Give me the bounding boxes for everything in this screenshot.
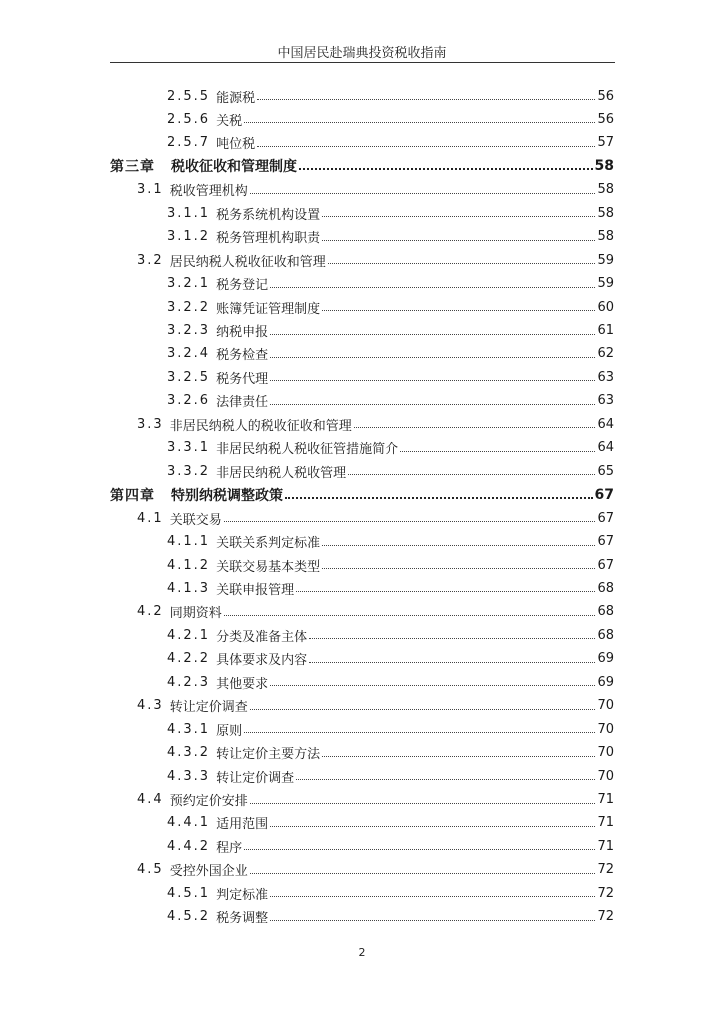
toc-entry[interactable] [137,694,614,718]
toc-entry-number: 4.2.1 [167,627,211,643]
toc-entry-number: 4.3.1 [167,721,211,737]
toc-entry-number: 4.4.1 [167,815,211,831]
toc-entry[interactable] [167,647,614,671]
toc-entry-page: 57 [597,135,614,151]
toc-entry[interactable] [167,811,614,835]
toc-entry-page: 70 [597,721,614,737]
toc-entry-page: 67 [597,534,614,550]
toc-entry-number: 4.4.2 [167,838,211,854]
toc-entry-title: 判定标准 [216,887,269,903]
toc-dot-leader [322,530,595,554]
toc-entry-page: 70 [597,698,614,714]
toc-entry-title: 非居民纳税人税收管理 [216,465,347,481]
toc-entry-title: 非居民纳税人税收征管措施简介 [216,442,399,458]
toc-dot-leader [322,201,595,225]
toc-dot-leader [328,248,596,272]
toc-entry-number: 4.3.2 [167,745,211,761]
toc-entry-page: 72 [597,862,614,878]
toc-entry[interactable] [167,319,614,343]
toc-entry-title: 适用范围 [216,817,269,833]
toc-entry[interactable] [167,131,614,155]
toc-entry-title: 账簿凭证管理制度 [216,301,321,317]
toc-entry-number: 4.1 [137,510,164,526]
toc-entry-title: 转让定价调查 [216,770,295,786]
toc-entry[interactable] [167,905,614,929]
toc-entry-title: 居民纳税人税收征收和管理 [169,254,326,270]
toc-entry-page: 64 [597,440,614,456]
toc-entry-number: 3.3.2 [167,463,211,479]
toc-entry-title: 税务检查 [216,348,269,364]
toc-entry[interactable] [167,342,614,366]
toc-dot-leader [250,178,596,202]
toc-dot-leader [270,365,595,389]
toc-entry-title: 预约定价安排 [169,794,248,809]
toc-entry[interactable] [167,717,614,741]
toc-entry-page: 64 [597,416,614,432]
toc-entry-page: 59 [597,276,614,292]
toc-dot-leader [322,741,595,765]
toc-entry-page: 71 [597,838,614,854]
toc-entry-page: 56 [597,88,614,104]
toc-entry-number: 2.5.7 [167,135,211,151]
page-number: 2 [358,946,366,959]
toc-dot-leader [250,858,596,882]
toc-entry[interactable] [167,436,614,460]
toc-entry[interactable] [137,858,614,882]
toc-entry[interactable] [167,530,614,554]
toc-entry-title: 转让定价调查 [169,700,248,716]
toc-entry[interactable] [167,623,614,647]
toc-entry[interactable] [167,201,614,225]
toc-entry-number: 3.2.1 [167,276,211,292]
toc-entry-number: 4.2 [137,604,164,620]
toc-entry-number: 3.1.1 [167,205,211,221]
toc-entry-page: 67 [594,486,614,503]
toc-dot-leader [224,600,596,624]
toc-dot-leader [322,225,595,249]
header-divider [110,62,615,63]
toc-entry-title: 同期资料 [169,606,222,622]
toc-dot-leader [270,905,595,929]
toc-entry-title: 具体要求及内容 [216,653,308,669]
toc-dot-leader [270,342,595,366]
toc-entry-number: 3.1 [137,182,164,198]
toc-entry-page: 58 [597,205,614,221]
toc-dot-leader [270,389,595,413]
toc-entry-number: 4.5 [137,862,164,878]
toc-dot-leader [244,107,595,131]
toc-entry-number: 4.2.2 [167,651,211,667]
toc-dot-leader [309,623,595,647]
toc-entry-page: 71 [597,792,614,807]
toc-dot-leader [309,647,595,671]
toc-entry-number: 3.2.4 [167,346,211,362]
toc-entry[interactable] [167,389,614,413]
toc-entry-title: 转让定价主要方法 [216,747,321,763]
toc-entry-number: 4.1.3 [167,580,211,596]
toc-entry-number: 3.2.2 [167,299,211,315]
toc-dot-leader [270,272,595,296]
toc-entry-page: 58 [597,182,614,198]
toc-entry[interactable] [137,788,614,812]
toc-entry-page: 58 [594,158,614,175]
toc-dot-leader [257,131,595,155]
toc-entry-page: 67 [597,557,614,573]
toc-entry-title: 关联交易 [169,512,222,528]
toc-dot-leader [250,694,596,718]
toc-entry-page: 61 [597,323,614,338]
toc-entry-number: 3.2 [137,252,164,268]
toc-entry[interactable] [167,576,614,600]
running-header-title: 中国居民赴瑞典投资税收指南 [277,46,447,61]
toc-entry-page: 69 [597,651,614,667]
toc-dot-leader [270,319,595,343]
toc-chapter-entry[interactable] [110,483,614,507]
toc-dot-leader [348,459,595,483]
toc-entry[interactable] [167,84,614,108]
toc-dot-leader [270,811,595,835]
toc-entry[interactable] [167,881,614,905]
toc-entry-title: 关联关系判定标准 [216,536,321,552]
toc-dot-leader [285,483,593,507]
toc-entry[interactable] [137,506,614,530]
toc-dot-leader [354,412,596,436]
toc-entry[interactable] [167,764,614,788]
toc-dot-leader [400,436,595,460]
toc-entry-page: 72 [597,885,614,901]
toc-entry[interactable] [137,412,614,436]
toc-entry[interactable] [167,834,614,858]
toc-entry-page: 68 [597,580,614,596]
toc-entry[interactable] [137,248,614,272]
toc-dot-leader [322,553,595,577]
toc-entry[interactable] [167,272,614,296]
toc-dot-leader [250,788,596,812]
toc-entry-page: 68 [597,604,614,620]
toc-entry-number: 4.3 [137,698,164,714]
toc-entry[interactable] [137,178,614,202]
toc-entry-number: 4.2.3 [167,674,211,690]
toc-entry[interactable] [167,107,614,131]
toc-entry-number: 3.3 [137,416,164,432]
toc-entry-title: 其他要求 [216,676,269,692]
toc-entry[interactable] [137,600,614,624]
toc-entry-number: 4.4 [137,792,164,807]
toc-entry-number: 第四章 [110,487,155,504]
toc-dot-leader [296,764,595,788]
toc-entry-page: 65 [597,463,614,479]
toc-dot-leader [296,576,595,600]
toc-entry[interactable] [167,295,614,319]
toc-entry-title: 税务系统机构设置 [216,207,321,223]
toc-entry-number: 3.1.2 [167,229,211,245]
toc-dot-leader [270,881,595,905]
toc-entry-page: 63 [597,393,614,409]
toc-entry-title: 受控外国企业 [169,864,248,880]
toc-entry-title: 税收管理机构 [169,184,248,200]
toc-entry-page: 70 [597,745,614,761]
toc-entry-number: 4.1.1 [167,534,211,550]
toc-dot-leader [244,834,595,858]
toc-entry-number: 2.5.6 [167,111,211,127]
toc-entry-title: 纳税申报 [216,325,269,340]
toc-entry-number: 第三章 [110,159,155,176]
toc-entry-number: 2.5.5 [167,88,211,104]
toc-entry[interactable] [167,741,614,765]
toc-dot-leader [224,506,596,530]
toc-entry-title: 特别纳税调整政策 [171,487,283,504]
toc-entry-page: 70 [597,768,614,784]
toc-entry[interactable] [167,459,614,483]
toc-entry-number: 4.5.1 [167,885,211,901]
toc-dot-leader [270,670,595,694]
toc-entry-page: 62 [597,346,614,362]
toc-dot-leader [244,717,595,741]
toc-entry-page: 60 [597,299,614,315]
toc-entry-title: 税收征收和管理制度 [171,159,297,176]
toc-entry-title: 原则 [216,723,243,739]
toc-entry-title: 税务调整 [216,911,269,927]
toc-entry[interactable] [167,365,614,389]
toc-entry-page: 59 [597,252,614,268]
toc-entry-page: 71 [597,815,614,831]
toc-entry-title: 关联交易基本类型 [216,559,321,575]
toc-entry-page: 56 [597,111,614,127]
toc-entry-title: 能源税 [216,90,256,106]
toc-entry-number: 3.3.1 [167,440,211,456]
toc-entry-page: 67 [597,510,614,526]
toc-entry-number: 4.5.2 [167,909,211,925]
toc-entry-page: 68 [597,627,614,643]
toc-entry-title: 关联申报管理 [216,582,295,598]
toc-entry-title: 法律责任 [216,395,269,411]
toc-entry-title: 吨位税 [216,137,256,153]
toc-entry-page: 63 [597,369,614,385]
toc-entry-page: 69 [597,674,614,690]
toc-entry[interactable] [167,553,614,577]
toc-entry-number: 3.2.5 [167,369,211,385]
toc-dot-leader [322,295,595,319]
toc-entry[interactable] [167,670,614,694]
toc-entry-title: 税务登记 [216,278,269,294]
toc-entry-page: 58 [597,229,614,245]
toc-entry-title: 分类及准备主体 [216,629,308,645]
toc-dot-leader [257,84,595,108]
toc-entry-title: 税务管理机构职责 [216,231,321,247]
toc-entry-title: 关税 [216,113,243,129]
toc-entry-number: 4.3.3 [167,768,211,784]
toc-entry-title: 程序 [216,840,243,856]
toc-entry-title: 非居民纳税人的税收征收和管理 [169,418,352,434]
toc-entry[interactable] [167,225,614,249]
toc-dot-leader [299,154,593,178]
toc-entry-number: 4.1.2 [167,557,211,573]
toc-entry-number: 3.2.3 [167,323,211,338]
toc-entry-page: 72 [597,909,614,925]
toc-chapter-entry[interactable] [110,154,614,178]
toc-entry-title: 税务代理 [216,371,269,387]
toc-entry-number: 3.2.6 [167,393,211,409]
